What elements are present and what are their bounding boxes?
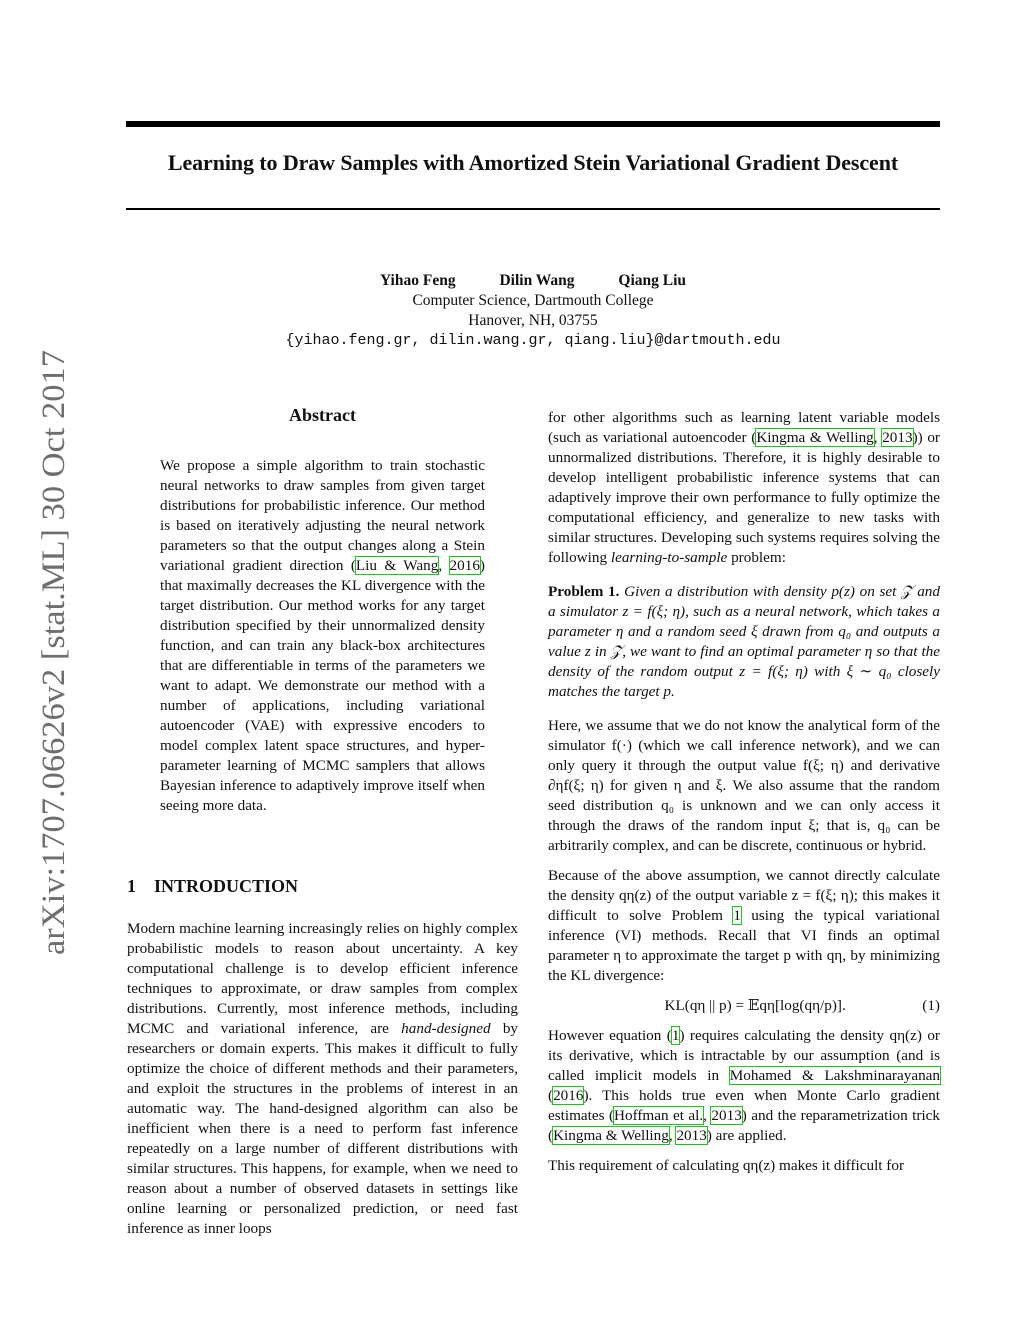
problem-ref-link[interactable]: 1 xyxy=(733,907,741,924)
text-span: ). This holds true even when Monte Carlo gradient estimates ( xyxy=(548,1087,940,1124)
paragraph xyxy=(548,866,940,986)
intro-body xyxy=(127,919,518,1239)
paragraph: for other algorithms such as learning latent variable models (such as variational autoencoder (Kingma & Welling, 2013)) or unnormalized distributions. Therefore, it is highly desirable to develop intelligent probabilistic inference systems that can adaptively improve their own performance to fully optimize the computational efficiency, and generalize to new tasks with similar structures. Developing such systems requires solving the following learning-to-sample problem: xyxy=(548,409,940,566)
citation-year-link[interactable]: 2013 xyxy=(882,429,913,446)
arxiv-stamp-text: arXiv:1707.06626v2 [stat.ML] 30 Oct 2017 xyxy=(36,375,72,955)
equation-formula: KL(qη || p) = 𝔼qη[log(qη/p)]. xyxy=(664,997,846,1014)
intro-text-b: by researchers or domain experts. This makes it difficult to fully optimize the choice of different methods and their parameters, and exploit the structures in the problems of interest in an automatic way. The hand-designed algorithm can also be inefficient when there is a need to perform fast inference repeatedly on a large number of different distributions with similar structures. This happens, for example, when we need to reason about a number of observed datasets in settings like online learning or personalized prediction, or need fast inference as inner loops xyxy=(127,1020,519,1237)
emphasis: learning-to-sample xyxy=(610,549,728,566)
text-span: for other algorithms such as learning latent variable models (such as variational autoencoder ( xyxy=(548,409,940,446)
text-span: problem: xyxy=(727,549,786,566)
citation-link[interactable]: Kingma & Welling xyxy=(756,429,874,446)
text-span: ) are applied. xyxy=(706,1127,787,1144)
author-3: Qiang Liu xyxy=(618,272,687,289)
section-heading xyxy=(127,876,298,897)
emails: {yihao.feng.gr, dilin.wang.gr, qiang.liu}@dartmouth.edu xyxy=(285,332,781,349)
problem-statement xyxy=(548,582,940,702)
citation-link[interactable]: Liu & Wang xyxy=(355,557,439,574)
right-column xyxy=(548,408,940,1186)
author-block xyxy=(126,271,940,351)
abstract-text-a: We propose a simple algorithm to train stochastic neural networks to draw samples from given target distributions for probabilistic inference. Our method is based on iteratively adjusting the neural network parameters so that the output changes along a Stein variational gradient direction ( xyxy=(160,457,485,574)
intro-text-a: Modern machine learning increasingly relies on highly complex probabilistic models to reason about uncertainty. A key computational challenge is to develop efficient inference techniques to approximate, or draw samples from complex distributions. Currently, most inference methods, including MCMC and variational inference, are xyxy=(127,920,518,1037)
equation-ref-link[interactable]: 1 xyxy=(671,1027,680,1044)
section-title: INTRODUCTION xyxy=(154,876,299,896)
text-span: )) or unnormalized distributions. Therefore, it is highly desirable to develop intelligent probabilistic inference systems that can adaptively improve their own performance to fully optimize the computational efficiency, and generalize to new tasks with similar structures. Developing such systems requires solving the following xyxy=(548,429,940,566)
text-span: ) requires calculating the density qη(z) or its derivative, which is intractable by our assumption (and is called implicit models in xyxy=(548,1027,940,1084)
problem-label: Problem 1. xyxy=(548,583,620,600)
citation-link[interactable]: Kingma & Welling xyxy=(553,1127,669,1144)
citation-link[interactable]: Mohamed & Lakshminarayanan xyxy=(729,1067,940,1084)
paragraph: Here, we assume that we do not know the analytical form of the simulator f(·) (which we call inference network), and we can only query it through the output value f(ξ; η) and derivative ∂ηf(ξ; η) for given η and ξ. We also assume that the random seed distribution q₀ is unknown and we can only access it through the draws of the random input ξ; that is, q₀ can be arbitrarily complex, and can be discrete, continuous or hybrid. xyxy=(548,717,940,854)
address: Hanover, NH, 03755 xyxy=(468,312,598,329)
text-span: Because of the above assumption, we cannot directly calculate the density qη(z) of the output variable z = f(ξ; η); this makes it difficult to solve Problem xyxy=(548,867,940,924)
paragraph: This requirement of calculating qη(z) makes it difficult for xyxy=(548,1157,905,1174)
problem-text: Given a distribution with density p(z) on set 𝒵 and a simulator z = f(ξ; η), such as a neural network, which takes a parameter η and a random seed ξ drawn from q₀ and outputs a value z in 𝒵, we want to find an optimal parameter η so that the density of the random output z = f(ξ; η) with ξ ∼ q₀ closely matches the target p. xyxy=(548,583,940,700)
citation-year-link[interactable]: 2013 xyxy=(676,1127,707,1144)
section-number: 1 xyxy=(127,876,136,896)
intro-emphasis: hand-designed xyxy=(401,1020,491,1037)
text-span: However equation ( xyxy=(548,1027,672,1044)
author-names xyxy=(126,271,940,291)
title-rule-bottom xyxy=(126,208,940,210)
equation-1 xyxy=(548,996,940,1016)
title-rule-top xyxy=(126,121,940,127)
citation-year-link[interactable]: 2016 xyxy=(449,557,480,574)
citation-year-link[interactable]: 2016 xyxy=(553,1087,584,1104)
abstract-body: We propose a simple algorithm to train stochastic neural networks to draw samples from given target distributions for probabilistic inference. Our method is based on iteratively adjusting the neural network parameters so that the output changes along a Stein variational gradient direction (Liu & Wang, 2016) that maximally decreases the KL divergence with the target distribution. Our method works for any target distribution specified by their unnormalized density function, and can train any black-box architectures that are differentiable in terms of the parameters we want to adapt. We demonstrate our method with a number of applications, including variational autoencoder (VAE) with expressive encoders to model complex latent space structures, and hyper-parameter learning of MCMC samplers that allows Bayesian inference to adaptively improve itself when seeing more data. xyxy=(160,457,485,814)
abstract-text-b: ) that maximally decreases the KL divergence with the target distribution. Our method works for any target distribution specified by their unnormalized density function, and can train any black-box architectures that are differentiable in terms of the parameters we want to adapt. We demonstrate our method with a number of applications, including variational autoencoder (VAE) with expressive encoders to model complex latent space structures, and hyper-parameter learning of MCMC samplers that allows Bayesian inference to adaptively improve itself when seeing more data. xyxy=(160,557,485,814)
citation-year-link[interactable]: 2013 xyxy=(711,1107,742,1124)
arxiv-stamp xyxy=(16,350,76,960)
paragraph: However equation (1) requires calculating the density qη(z) or its derivative, which is intractable by our assumption (and is called implicit models in Mohamed & Lakshminarayanan (2016). This holds true even when Monte Carlo gradient estimates (Hoffman et al., 2013) and the reparametrization trick (Kingma & Welling, 2013) are applied. xyxy=(548,1027,940,1144)
text-span: ) and the reparametrization trick ( xyxy=(548,1107,940,1144)
paper-title: Learning to Draw Samples with Amortized Stein Variational Gradient Descent xyxy=(167,150,899,175)
citation-link[interactable]: Hoffman et al. xyxy=(614,1107,704,1124)
abstract-heading: Abstract xyxy=(289,405,356,425)
text-span: using the typical variational inference (VI) methods. Recall that VI finds an optimal parameter η to approximate the target p with qη, by minimizing the KL divergence: xyxy=(548,907,940,984)
author-2: Dilin Wang xyxy=(499,272,575,289)
equation-number: (1) xyxy=(922,997,940,1014)
author-1: Yihao Feng xyxy=(379,272,456,289)
affiliation: Computer Science, Dartmouth College xyxy=(412,292,654,309)
